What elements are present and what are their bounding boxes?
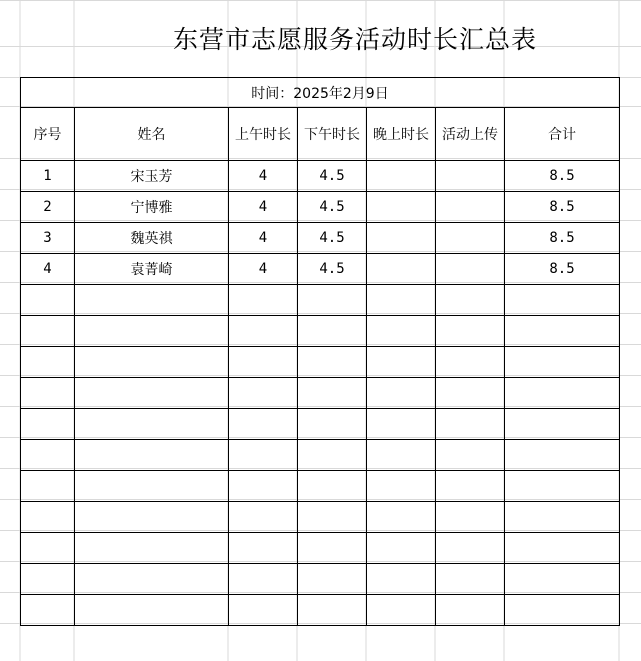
table-row — [21, 347, 620, 378]
cell-no[interactable] — [21, 502, 75, 533]
cell-afternoon[interactable] — [298, 595, 367, 626]
cell-morning[interactable] — [229, 564, 298, 595]
cell-total[interactable] — [505, 285, 620, 316]
cell-no[interactable] — [21, 285, 75, 316]
cell-morning[interactable] — [229, 285, 298, 316]
cell-evening[interactable] — [367, 533, 436, 564]
cell-upload[interactable] — [436, 316, 505, 347]
date-row — [21, 78, 620, 108]
table-row — [21, 254, 620, 285]
cell-no[interactable]: 1 — [21, 161, 75, 192]
cell-upload[interactable] — [436, 440, 505, 471]
cell-name[interactable] — [75, 316, 229, 347]
cell-name[interactable] — [75, 409, 229, 440]
cell-upload[interactable] — [436, 595, 505, 626]
cell-name[interactable] — [75, 595, 229, 626]
cell-upload[interactable] — [436, 347, 505, 378]
cell-morning[interactable] — [229, 378, 298, 409]
cell-evening[interactable] — [367, 409, 436, 440]
cell-total[interactable] — [505, 440, 620, 471]
cell-name[interactable]: 袁菁崎 — [75, 254, 229, 285]
cell-evening[interactable] — [367, 471, 436, 502]
cell-no[interactable] — [21, 378, 75, 409]
cell-upload[interactable] — [436, 502, 505, 533]
cell-morning[interactable]: 4 — [229, 192, 298, 223]
summary-table — [20, 77, 620, 626]
cell-morning[interactable] — [229, 595, 298, 626]
cell-total[interactable] — [505, 533, 620, 564]
cell-upload[interactable] — [436, 533, 505, 564]
cell-afternoon[interactable] — [298, 347, 367, 378]
cell-total[interactable]: 8.5 — [505, 192, 620, 223]
table-row — [21, 316, 620, 347]
cell-afternoon[interactable] — [298, 533, 367, 564]
cell-no[interactable] — [21, 347, 75, 378]
table-row — [21, 564, 620, 595]
cell-total[interactable] — [505, 316, 620, 347]
cell-morning[interactable] — [229, 471, 298, 502]
cell-morning[interactable]: 4 — [229, 254, 298, 285]
table-row — [21, 595, 620, 626]
cell-no[interactable] — [21, 316, 75, 347]
cell-name[interactable] — [75, 502, 229, 533]
table-row — [21, 471, 620, 502]
cell-afternoon[interactable] — [298, 316, 367, 347]
cell-total[interactable] — [505, 347, 620, 378]
cell-total[interactable]: 8.5 — [505, 223, 620, 254]
cell-total[interactable] — [505, 378, 620, 409]
table-row — [21, 409, 620, 440]
table-row — [21, 285, 620, 316]
cell-upload[interactable] — [436, 254, 505, 285]
cell-evening[interactable] — [367, 378, 436, 409]
cell-no[interactable]: 3 — [21, 223, 75, 254]
cell-name[interactable] — [75, 471, 229, 502]
cell-no[interactable]: 2 — [21, 192, 75, 223]
cell-total[interactable] — [505, 595, 620, 626]
cell-no[interactable] — [21, 409, 75, 440]
cell-afternoon[interactable] — [298, 378, 367, 409]
cell-upload[interactable] — [436, 192, 505, 223]
cell-name[interactable]: 魏英祺 — [75, 223, 229, 254]
cell-evening[interactable] — [367, 502, 436, 533]
cell-upload[interactable] — [436, 161, 505, 192]
col-header-total[interactable]: 合计 — [505, 108, 620, 161]
cell-morning[interactable] — [229, 440, 298, 471]
cell-evening[interactable] — [367, 347, 436, 378]
table-row — [21, 502, 620, 533]
cell-morning[interactable]: 4 — [229, 223, 298, 254]
cell-evening[interactable] — [367, 161, 436, 192]
cell-name[interactable] — [75, 533, 229, 564]
col-header-morning[interactable]: 上午时长 — [229, 108, 298, 161]
cell-name[interactable] — [75, 347, 229, 378]
cell-evening[interactable] — [367, 564, 436, 595]
cell-name[interactable] — [75, 564, 229, 595]
cell-evening[interactable] — [367, 595, 436, 626]
cell-no[interactable] — [21, 440, 75, 471]
col-header-upload[interactable]: 活动上传 — [436, 108, 505, 161]
cell-name[interactable] — [75, 378, 229, 409]
cell-total[interactable] — [505, 471, 620, 502]
cell-afternoon[interactable] — [298, 564, 367, 595]
date-cell[interactable]: 时间：2025年2月9日 — [21, 78, 620, 108]
table-body — [21, 78, 620, 626]
cell-total[interactable]: 8.5 — [505, 161, 620, 192]
cell-morning[interactable] — [229, 409, 298, 440]
cell-evening[interactable] — [367, 223, 436, 254]
cell-no[interactable] — [21, 533, 75, 564]
cell-upload[interactable] — [436, 285, 505, 316]
cell-name[interactable] — [75, 440, 229, 471]
cell-morning[interactable] — [229, 533, 298, 564]
table-row — [21, 192, 620, 223]
cell-afternoon[interactable]: 4.5 — [298, 223, 367, 254]
cell-name[interactable] — [75, 285, 229, 316]
cell-morning[interactable] — [229, 347, 298, 378]
col-header-no[interactable]: 序号 — [21, 108, 75, 161]
cell-afternoon[interactable] — [298, 440, 367, 471]
cell-upload[interactable] — [436, 223, 505, 254]
table-row — [21, 378, 620, 409]
cell-afternoon[interactable]: 4.5 — [298, 254, 367, 285]
cell-total[interactable]: 8.5 — [505, 254, 620, 285]
cell-no[interactable] — [21, 595, 75, 626]
cell-afternoon[interactable] — [298, 409, 367, 440]
cell-afternoon[interactable] — [298, 502, 367, 533]
cell-total[interactable] — [505, 564, 620, 595]
table-row — [21, 223, 620, 254]
cell-evening[interactable] — [367, 254, 436, 285]
cell-upload[interactable] — [436, 564, 505, 595]
cell-evening[interactable] — [367, 440, 436, 471]
cell-afternoon[interactable]: 4.5 — [298, 192, 367, 223]
cell-evening[interactable] — [367, 192, 436, 223]
cell-evening[interactable] — [367, 316, 436, 347]
cell-afternoon[interactable] — [298, 471, 367, 502]
cell-morning[interactable] — [229, 502, 298, 533]
col-header-evening[interactable]: 晚上时长 — [367, 108, 436, 161]
table-row — [21, 440, 620, 471]
cell-upload[interactable] — [436, 378, 505, 409]
cell-afternoon[interactable]: 4.5 — [298, 161, 367, 192]
table-row — [21, 161, 620, 192]
cell-total[interactable] — [505, 409, 620, 440]
cell-evening[interactable] — [367, 285, 436, 316]
cell-name[interactable]: 宁博雅 — [75, 192, 229, 223]
cell-name[interactable]: 宋玉芳 — [75, 161, 229, 192]
cell-upload[interactable] — [436, 409, 505, 440]
cell-total[interactable] — [505, 502, 620, 533]
header-row — [21, 108, 620, 161]
cell-no[interactable]: 4 — [21, 254, 75, 285]
cell-morning[interactable] — [229, 316, 298, 347]
cell-morning[interactable]: 4 — [229, 161, 298, 192]
cell-afternoon[interactable] — [298, 285, 367, 316]
cell-upload[interactable] — [436, 471, 505, 502]
sheet-title: 东营市志愿服务活动时长汇总表 — [172, 25, 537, 54]
col-header-name[interactable]: 姓名 — [75, 108, 229, 161]
col-header-afternoon[interactable]: 下午时长 — [298, 108, 367, 161]
cell-no[interactable] — [21, 564, 75, 595]
table-row — [21, 533, 620, 564]
cell-no[interactable] — [21, 471, 75, 502]
